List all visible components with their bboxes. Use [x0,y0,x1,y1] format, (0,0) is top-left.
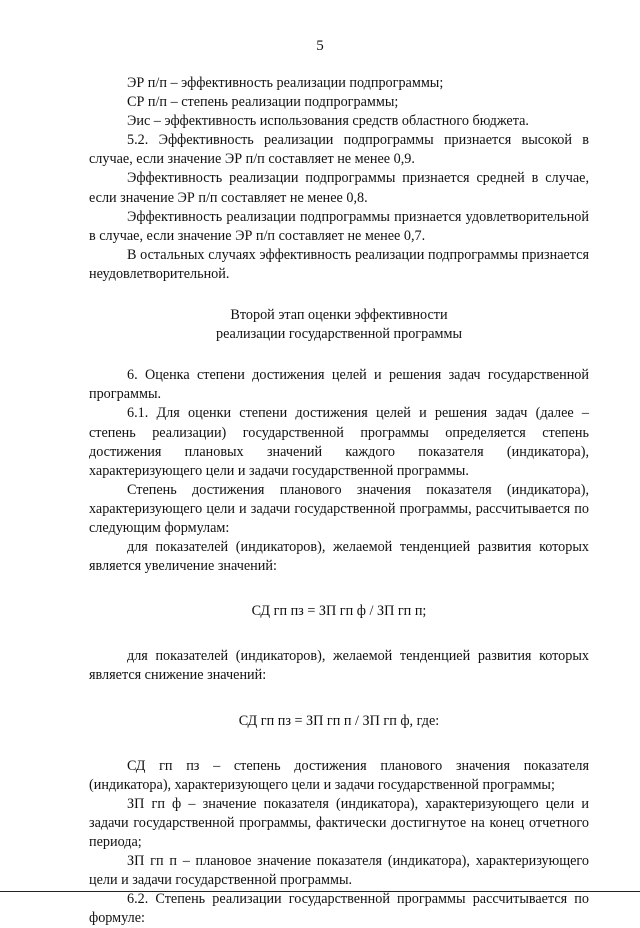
paragraph-increase: для показателей (индикаторов), желаемой тенденцией развития которых является увеличение значений: [89,539,589,575]
definition-sd: СД гп пз – степень достижения планового значения показателя (индикатора), характеризующего цели и задачи государственной программы; [89,757,589,793]
paragraph-5-2: 5.2. Эффективность реализации подпрограммы признается высокой в случае, если значение ЭР п/п составляет не менее 0,9. [89,132,589,168]
paragraph-decrease: для показателей (индикаторов), желаемой тенденцией развития которых является снижение значений: [89,648,589,684]
paragraph-other-cases: В остальных случаях эффективность реализации подпрограммы признается неудовлетворительной. [89,246,589,282]
definition-er: ЭР п/п – эффективность реализации подпрограммы; [127,75,444,91]
definition-zp-f: ЗП гп ф – значение показателя (индикатора), характеризующего цели и задачи государственной программы, фактически достигнутое на конец отчетного периода; [89,795,589,850]
formula-decrease: СД гп пз = ЗП гп п / ЗП гп ф, где: [238,712,440,729]
section-heading-line2: реализации государственной программы [215,326,463,343]
paragraph-6-1: 6.1. Для оценки степени достижения целей и решения задач (далее – степень реализации) государственной программы определяется степень достижения плановых значений каждого показателя (индикатора), характеризующего цели и задачи государственной программы. [89,405,589,479]
definition-eis: Эис – эффективность использования средств областного бюджета. [127,113,529,130]
paragraph-degree: Степень достижения планового значения показателя (индикатора), характеризующего цели и задачи государственной программы, рассчитывается по следующим формулам: [89,481,589,536]
definition-sr: СР п/п – степень реализации подпрограммы; [127,94,399,111]
page-bottom-rule [0,891,640,892]
spacer [89,344,589,366]
definition-zp-p: ЗП гп п – плановое значение показателя (индикатора), характеризующего цели и задачи государственной программы. [89,853,589,889]
spacer [89,731,589,757]
spacer [89,576,589,602]
spacer [89,284,589,306]
page-number: 5 [316,38,324,54]
paragraph-6-2: 6.2. Степень реализации государственной программы рассчитывается по формуле: [89,891,589,927]
paragraph-6: 6. Оценка степени достижения целей и решения задач государственной программы. [89,367,589,403]
document-body [89,74,589,928]
spacer [89,621,589,647]
section-heading-line1: Второй этап оценки эффективности [230,307,448,324]
paragraph-satisfactory: Эффективность реализации подпрограммы признается удовлетворительной в случае, если значение ЭР п/п составляет не менее 0,7. [89,208,589,244]
paragraph-medium: Эффективность реализации подпрограммы признается средней в случае, если значение ЭР п/п составляет не менее 0,8. [89,170,589,206]
spacer [89,686,589,712]
formula-increase: СД гп пз = ЗП гп ф / ЗП гп п; [251,603,427,620]
